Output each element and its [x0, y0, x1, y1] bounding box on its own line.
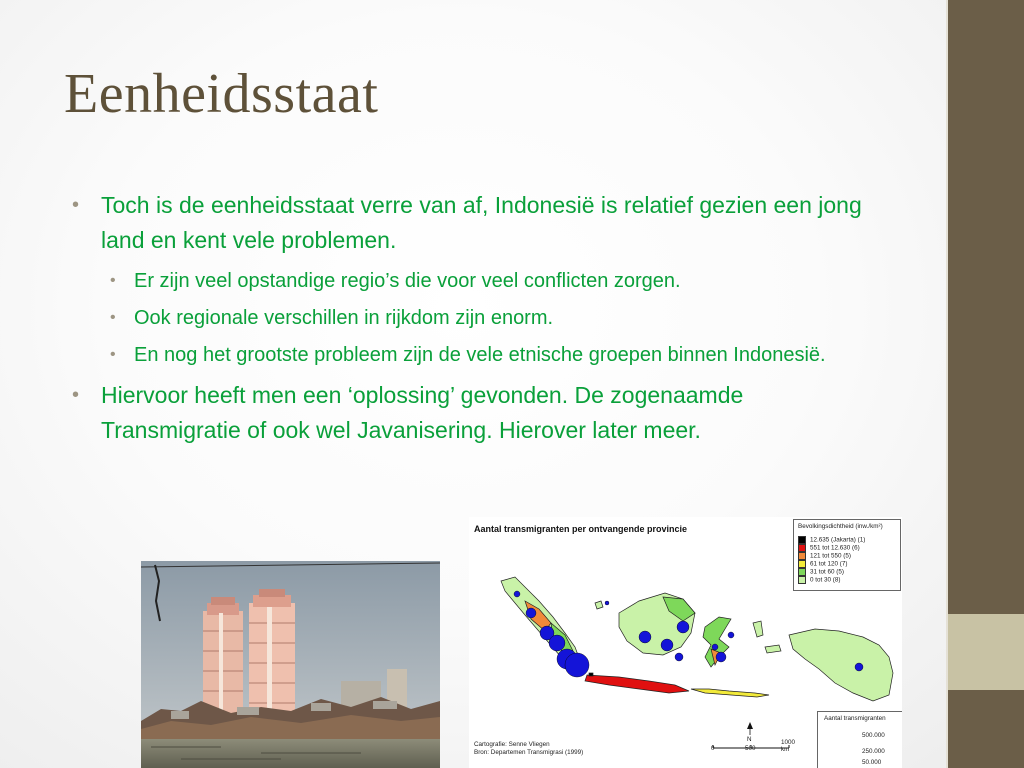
bullet-text: Hiervoor heeft men een ‘oplossing’ gevonden. De zogenaamde Transmigratie of ook wel Javanisering. Hierover later meer. — [101, 382, 744, 443]
map-title: Aantal transmigranten per ontvangende provincie — [474, 524, 688, 534]
legend-circle-label: 250.000 — [862, 748, 885, 755]
bullet-text: Toch is de eenheidsstaat verre van af, Indonesië is relatief gezien een jong land en kent vele problemen. — [101, 192, 862, 253]
sub-bullet-text: • En nog het grootste probleem zijn de vele etnische groepen binnen Indonesië. — [134, 344, 826, 366]
legend-label: 551 tot 12.630 (6) — [810, 544, 860, 552]
jakarta-photo — [141, 561, 440, 768]
bullet-list — [72, 188, 887, 456]
legend-circle-label: 500.000 — [862, 732, 885, 739]
legend-label: 121 tot 550 (5) — [810, 552, 851, 560]
sub-bullet-item — [134, 303, 887, 333]
scale-bar — [711, 739, 796, 755]
sub-bullet-text: • Er zijn veel opstandige regio’s die voor veel conflicten zorgen. — [134, 270, 681, 292]
slide-title: Eenheidsstaat — [64, 63, 379, 125]
north-label: N — [747, 736, 752, 743]
transmigrant-legend-title: Aantal transmigranten — [824, 715, 886, 722]
map-credits — [474, 741, 583, 757]
transmigration-map — [469, 517, 902, 768]
sub-bullet-item — [134, 266, 887, 296]
legend-label: 61 tot 120 (7) — [810, 560, 848, 568]
credit-line: Bron: Departemen Transmigrasi (1999) — [474, 749, 584, 756]
credit-line: Cartografie: Senne Vliegen — [474, 741, 550, 748]
bullet-item — [72, 378, 887, 448]
right-decorative-accent — [948, 614, 1024, 690]
scale-tick: 1000 km — [781, 739, 796, 753]
scale-tick: 0 — [711, 745, 715, 752]
transmigrant-legend — [817, 711, 902, 768]
legend-label: 31 tot 60 (5) — [810, 568, 844, 576]
density-legend-title: Bevolkingsdichtheid (inw./km²) — [798, 523, 883, 530]
legend-label: 0 tot 30 (8) — [810, 576, 841, 584]
scale-tick: 500 — [745, 745, 756, 752]
legend-circle-label: 50.000 — [862, 759, 882, 766]
legend-label: 12.635 (Jakarta) (1) — [810, 536, 866, 544]
sub-bullet-item — [134, 340, 887, 370]
bullet-item — [72, 188, 887, 258]
sub-bullet-text: • Ook regionale verschillen in rijkdom zijn enorm. — [134, 307, 554, 329]
